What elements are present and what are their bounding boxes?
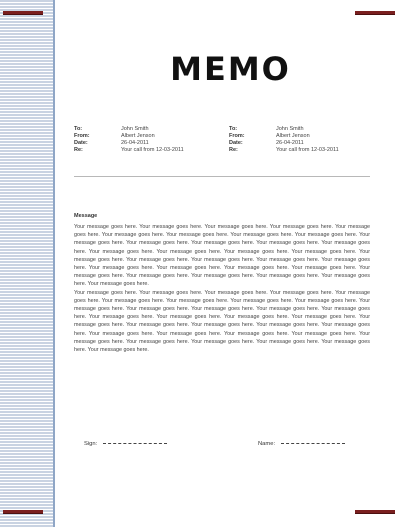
header-divider bbox=[74, 176, 370, 177]
re-row bbox=[74, 147, 184, 154]
from-row bbox=[74, 133, 184, 140]
sign-field bbox=[84, 441, 167, 447]
re-row bbox=[229, 147, 339, 154]
decorative-bar-top-right bbox=[355, 11, 395, 14]
re-value: Your call from 12-03-2011 bbox=[121, 147, 184, 153]
to-row bbox=[74, 126, 184, 133]
from-row bbox=[229, 133, 339, 140]
decorative-bar-bottom-left bbox=[3, 510, 43, 513]
to-row bbox=[229, 126, 339, 133]
date-value: 26-04-2011 bbox=[276, 140, 304, 146]
sign-line bbox=[103, 443, 167, 444]
to-label: To: bbox=[74, 126, 83, 132]
re-label: Re: bbox=[229, 147, 238, 153]
from-value: Albert Jenson bbox=[276, 133, 310, 139]
sign-label: Sign: bbox=[84, 441, 98, 447]
from-label: From: bbox=[74, 133, 90, 139]
memo-header-left bbox=[74, 126, 184, 154]
message-paragraph: Your message goes here. Your message goes here. Your message goes here. Your message goes here. Your message goes here. Your message goes here. Your message goes here. Your message goes here. Your message goes here. Your message goes here. Your message goes here. Your message goes here. Your message goes here. Your message goes here. Your message goes here. Your message goes here. Your message goes here. Your message goes here. Your message goes here. Your message goes here. Your message goes here. Your message goes here. Your message goes here. Your message goes here. Your message goes here. Your message goes here. Your message goes here. Your message goes here. Your message goes here. Your message goes here. Your message goes here. Your message goes here. Your message goes here. bbox=[74, 224, 370, 288]
message-paragraph: Your message goes here. Your message goes here. Your message goes here. Your message goes here. Your message goes here. Your message goes here. Your message goes here. Your message goes here. Your message goes here. Your message goes here. Your message goes here. Your message goes here. Your message goes here. Your message goes here. Your message goes here. Your message goes here. Your message goes here. Your message goes here. Your message goes here. Your message goes here. Your message goes here. Your message goes here. Your message goes here. Your message goes here. Your message goes here. Your message goes here. Your message goes here. Your message goes here. Your message goes here. Your message goes here. Your message goes here. Your message goes here. Your message goes here. bbox=[74, 289, 370, 354]
date-label: Date: bbox=[229, 140, 243, 146]
message-label: Message bbox=[74, 213, 98, 219]
message-body bbox=[74, 223, 370, 354]
to-value: John Smith bbox=[121, 126, 149, 132]
to-label: To: bbox=[229, 126, 238, 132]
decorative-bar-bottom-right bbox=[355, 510, 395, 513]
date-row bbox=[229, 140, 339, 147]
memo-header-right bbox=[229, 126, 339, 154]
date-label: Date: bbox=[74, 140, 88, 146]
date-value: 26-04-2011 bbox=[121, 140, 149, 146]
re-value: Your call from 12-03-2011 bbox=[276, 147, 339, 153]
to-value: John Smith bbox=[276, 126, 304, 132]
name-label: Name: bbox=[258, 441, 276, 447]
re-label: Re: bbox=[74, 147, 83, 153]
name-line bbox=[281, 443, 345, 444]
date-row bbox=[74, 140, 184, 147]
decorative-sidebar bbox=[0, 0, 55, 527]
name-field bbox=[258, 441, 345, 447]
decorative-bar-top-left bbox=[3, 11, 43, 14]
from-value: Albert Jenson bbox=[121, 133, 155, 139]
memo-title: MEMO bbox=[170, 50, 291, 88]
from-label: From: bbox=[229, 133, 245, 139]
